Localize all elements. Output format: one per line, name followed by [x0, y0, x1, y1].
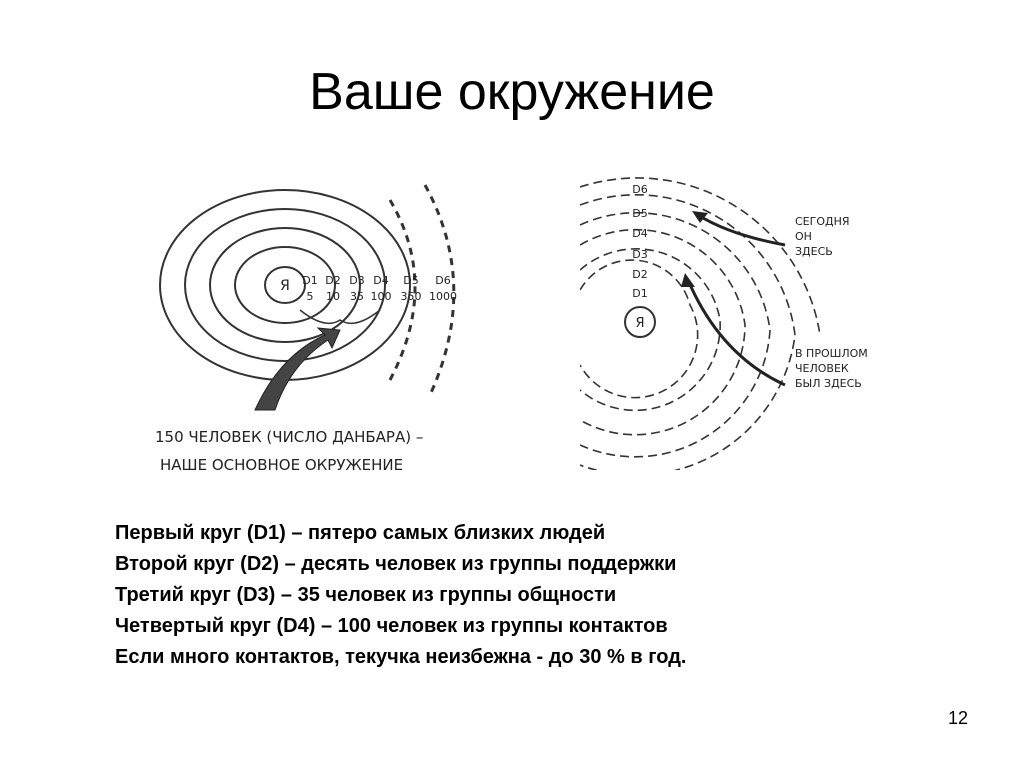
circle-name-d1: D1: [302, 274, 318, 287]
page-number: 12: [947, 708, 968, 728]
circle-count-d4: 100: [370, 290, 392, 303]
note-past-line-3: БЫЛ ЗДЕСЬ: [795, 377, 862, 390]
note-today-line-2: ОН: [795, 230, 812, 243]
right-ring-d6: [580, 178, 820, 335]
circle-name-d4: D4: [373, 274, 389, 287]
note-past-line-1: В ПРОШЛОМ: [795, 347, 868, 360]
right-label-d1: D1: [632, 287, 648, 300]
body-text: [115, 518, 915, 673]
dunbar-circles-diagram: [150, 180, 490, 480]
right-ring-d5: [580, 195, 795, 470]
body-line-2: Второй круг (D2) – десять человек из группы поддержки: [115, 553, 677, 575]
circle-count-d2: 10: [326, 290, 340, 303]
right-ring-d2: [580, 249, 720, 411]
body-line-3: Третий круг (D3) – 35 человек из группы общности: [115, 584, 617, 606]
center-label: Я: [280, 278, 290, 294]
arrow-past-head: [681, 273, 695, 287]
right-label-d3: D3: [632, 248, 648, 261]
body-line-5: Если много контактов, текучка неизбежна - до 30 % в год.: [115, 646, 687, 668]
circle-name-d6: D6: [435, 274, 451, 287]
circle-count-d3: 35: [350, 290, 364, 303]
note-past-line-2: ЧЕЛОВЕК: [795, 362, 849, 375]
note-today-line-3: ЗДЕСЬ: [795, 245, 833, 258]
circle-name-d2: D2: [325, 274, 341, 287]
circle-count-d6: 1000: [429, 290, 457, 303]
circle-shift-diagram: [580, 175, 880, 470]
note-today-line-1: СЕГОДНЯ: [795, 215, 850, 228]
circle-count-d1: 5: [306, 290, 314, 303]
circle-count-d5: 350: [400, 290, 422, 303]
slide-title: Ваше окружение: [309, 63, 715, 121]
right-label-d6: D6: [632, 183, 648, 196]
caption-line-2: НАШЕ ОСНОВНОЕ ОКРУЖЕНИЕ: [160, 456, 404, 474]
right-label-d4: D4: [632, 227, 648, 240]
right-label-d2: D2: [632, 268, 648, 281]
circle-name-d5: D5: [403, 274, 419, 287]
right-label-d5: D5: [632, 207, 648, 220]
arrow-today: [698, 215, 785, 245]
right-center-label: Я: [635, 316, 645, 331]
body-line-4: Четвертый круг (D4) – 100 человек из группы контактов: [115, 615, 668, 637]
right-ring-d4: [580, 213, 770, 457]
body-line-1: Первый круг (D1) – пятеро самых близких людей: [115, 522, 606, 544]
caption-line-1: 150 ЧЕЛОВЕК (ЧИСЛО ДАНБАРА) –: [155, 428, 424, 446]
circle-name-d3: D3: [349, 274, 365, 287]
arrow-today-head: [692, 211, 708, 223]
